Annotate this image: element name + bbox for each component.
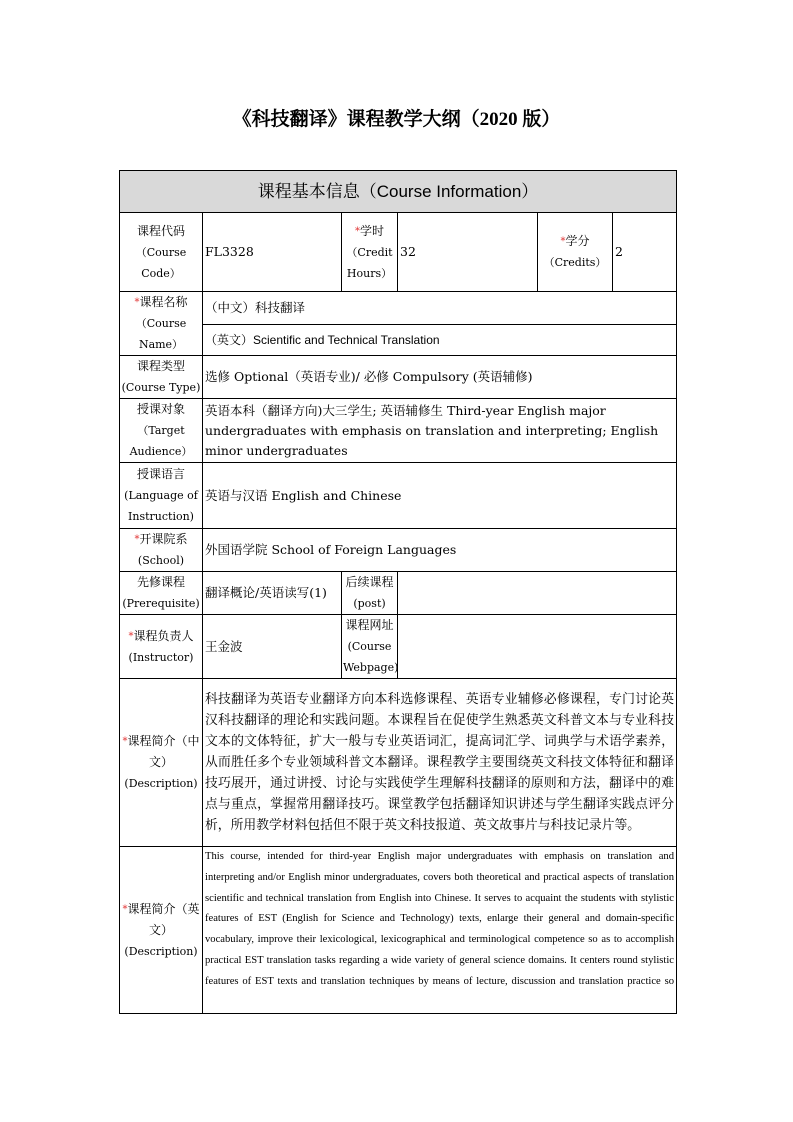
post-label: 后续课程 (post): [342, 572, 398, 615]
description-zh-label: *课程简介（中文） (Description): [120, 679, 203, 847]
table-header: 课程基本信息（Course Information）: [120, 171, 677, 213]
instructor-label: *课程负责人 (Instructor): [120, 615, 203, 679]
prerequisite-label: 先修课程 (Prerequisite): [120, 572, 203, 615]
credits-value: 2: [613, 213, 677, 292]
course-name-label: *课程名称 （Course Name）: [120, 292, 203, 356]
course-name-en: （英文）Scientific and Technical Translation: [203, 325, 677, 356]
course-info-table: [119, 170, 677, 1014]
description-en-value: This course, intended for third-year English major undergraduates with emphasis on translation and interpreting and/or English minor undergraduates, covers both theoretical and practical aspects of translation scientific and technical translation from English into Chinese. It serves to acquaint the students with stylistic features of EST (English for Science and Technology) texts, enlarge their general and domain-specific vocabulary, improve their lexicological, lexicographical and terminological competence so as to accomplish practical EST translation tasks regarding a wide variety of general science domains. It centers round stylistic features of EST texts and translation techniques by means of lecture, discussion and translation practice so: [203, 847, 677, 1014]
description-zh-value: 科技翻译为英语专业翻译方向本科选修课程、英语专业辅修必修课程，专门讨论英汉科技翻译的理论和实践问题。本课程旨在促使学生熟悉英文科普文本与专业科技文本的文体特征，扩大一般与专业英语词汇，提高词汇学、词典学与术语学素养，从而胜任多个专业领域科普文本翻译。课程教学主要围绕英文科技文体特征和翻译技巧展开，通过讲授、讨论与实践使学生理解科技翻译的原则和方法，翻译中的难点与重点，掌握常用翻译技巧。课堂教学包括翻译知识讲述与学生翻译实践点评分析，所用教学材料包括但不限于英文科技报道、英文故事片与科技记录片等。: [203, 679, 677, 847]
webpage-label: 课程网址 (Course Webpage): [342, 615, 398, 679]
post-value: [398, 572, 677, 615]
school-value: 外国语学院 School of Foreign Languages: [203, 529, 677, 572]
course-type-label: 课程类型 (Course Type): [120, 356, 203, 399]
target-value: 英语本科（翻译方向)大三学生; 英语辅修生 Third-year English major undergraduates with emphasis on translation and interpreting; English minor undergraduates: [203, 399, 677, 463]
credit-hours-value: 32: [398, 213, 538, 292]
language-label: 授课语言 (Language of Instruction): [120, 463, 203, 529]
language-value: 英语与汉语 English and Chinese: [203, 463, 677, 529]
course-code-value: FL3328: [203, 213, 342, 292]
school-label: *开课院系 (School): [120, 529, 203, 572]
instructor-value: 王金波: [203, 615, 342, 679]
prerequisite-value: 翻译概论/英语读写(1): [203, 572, 342, 615]
target-label: 授课对象 （Target Audience）: [120, 399, 203, 463]
course-code-label: 课程代码 （Course Code）: [120, 213, 203, 292]
course-type-value: 选修 Optional（英语专业)/ 必修 Compulsory (英语辅修): [203, 356, 677, 399]
credit-hours-label: *学时 （Credit Hours）: [342, 213, 398, 292]
description-en-label: *课程简介（英文） (Description): [120, 847, 203, 1014]
credits-label: *学分 （Credits）: [538, 213, 613, 292]
document-title: 《科技翻译》课程教学大纲（2020 版）: [232, 109, 561, 130]
webpage-value[interactable]: [398, 615, 677, 679]
course-name-zh: （中文）科技翻译: [203, 292, 677, 325]
